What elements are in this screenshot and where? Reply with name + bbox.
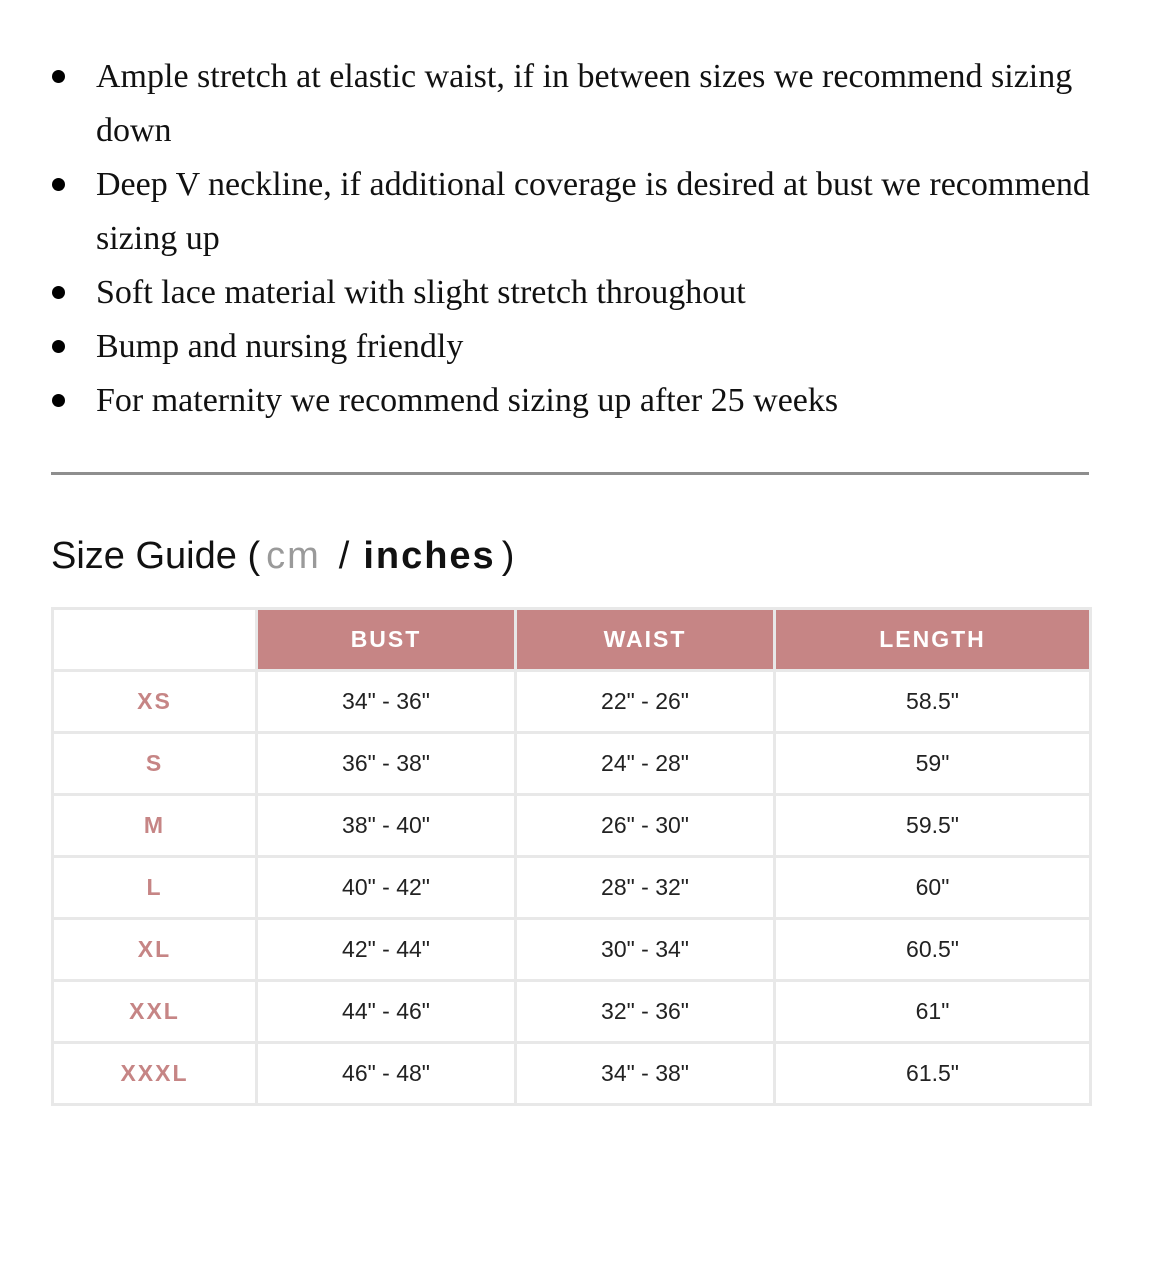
bust-cell: 46" - 48" [257,1043,516,1105]
feature-item [52,374,1112,428]
bust-cell: 42" - 44" [257,919,516,981]
size-guide-close-paren: ) [501,535,515,577]
bust-cell: 44" - 46" [257,981,516,1043]
feature-item [52,158,1112,266]
feature-list [52,50,1112,428]
bust-cell: 34" - 36" [257,671,516,733]
bullet-icon [52,340,65,353]
length-cell: 60.5" [775,919,1091,981]
section-divider [51,472,1089,475]
table-row [53,795,1091,857]
size-label: XL [53,919,257,981]
feature-item [52,320,1112,374]
bullet-icon [52,286,65,299]
table-row [53,671,1091,733]
table-row [53,1043,1091,1105]
unit-separator: / [338,535,350,577]
bust-cell: 40" - 42" [257,857,516,919]
length-cell: 59" [775,733,1091,795]
size-label: M [53,795,257,857]
table-row [53,857,1091,919]
length-cell: 59.5" [775,795,1091,857]
size-guide-heading [51,528,514,584]
waist-cell: 24" - 28" [516,733,775,795]
feature-text: Ample stretch at elastic waist, if in between sizes we recommend sizing down [96,58,1073,149]
feature-item [52,266,1112,320]
size-chart-table [51,607,1092,1106]
feature-text: Deep V neckline, if additional coverage is desired at bust we recommend sizing up [96,166,1090,257]
length-cell: 61.5" [775,1043,1091,1105]
feature-text: Bump and nursing friendly [96,328,464,365]
feature-item [52,50,1112,158]
table-row [53,981,1091,1043]
table-row [53,733,1091,795]
table-row [53,919,1091,981]
header-waist: WAIST [516,609,775,671]
bullet-icon [52,394,65,407]
bust-cell: 36" - 38" [257,733,516,795]
waist-cell: 28" - 32" [516,857,775,919]
size-label: XXXL [53,1043,257,1105]
waist-cell: 32" - 36" [516,981,775,1043]
unit-toggle-cm[interactable]: cm [266,535,321,577]
feature-text: For maternity we recommend sizing up after 25 weeks [96,382,839,419]
bullet-icon [52,178,65,191]
size-label: XS [53,671,257,733]
table-header-row [53,609,1091,671]
bullet-icon [52,70,65,83]
bust-cell: 38" - 40" [257,795,516,857]
waist-cell: 22" - 26" [516,671,775,733]
header-blank-cell [53,609,257,671]
size-label: S [53,733,257,795]
length-cell: 58.5" [775,671,1091,733]
feature-text: Soft lace material with slight stretch throughout [96,274,746,311]
size-label: L [53,857,257,919]
waist-cell: 26" - 30" [516,795,775,857]
waist-cell: 30" - 34" [516,919,775,981]
header-length: LENGTH [775,609,1091,671]
size-guide-title: Size Guide ( [51,535,261,577]
size-label: XXL [53,981,257,1043]
header-bust: BUST [257,609,516,671]
unit-toggle-inches[interactable]: inches [363,535,496,577]
length-cell: 60" [775,857,1091,919]
waist-cell: 34" - 38" [516,1043,775,1105]
length-cell: 61" [775,981,1091,1043]
